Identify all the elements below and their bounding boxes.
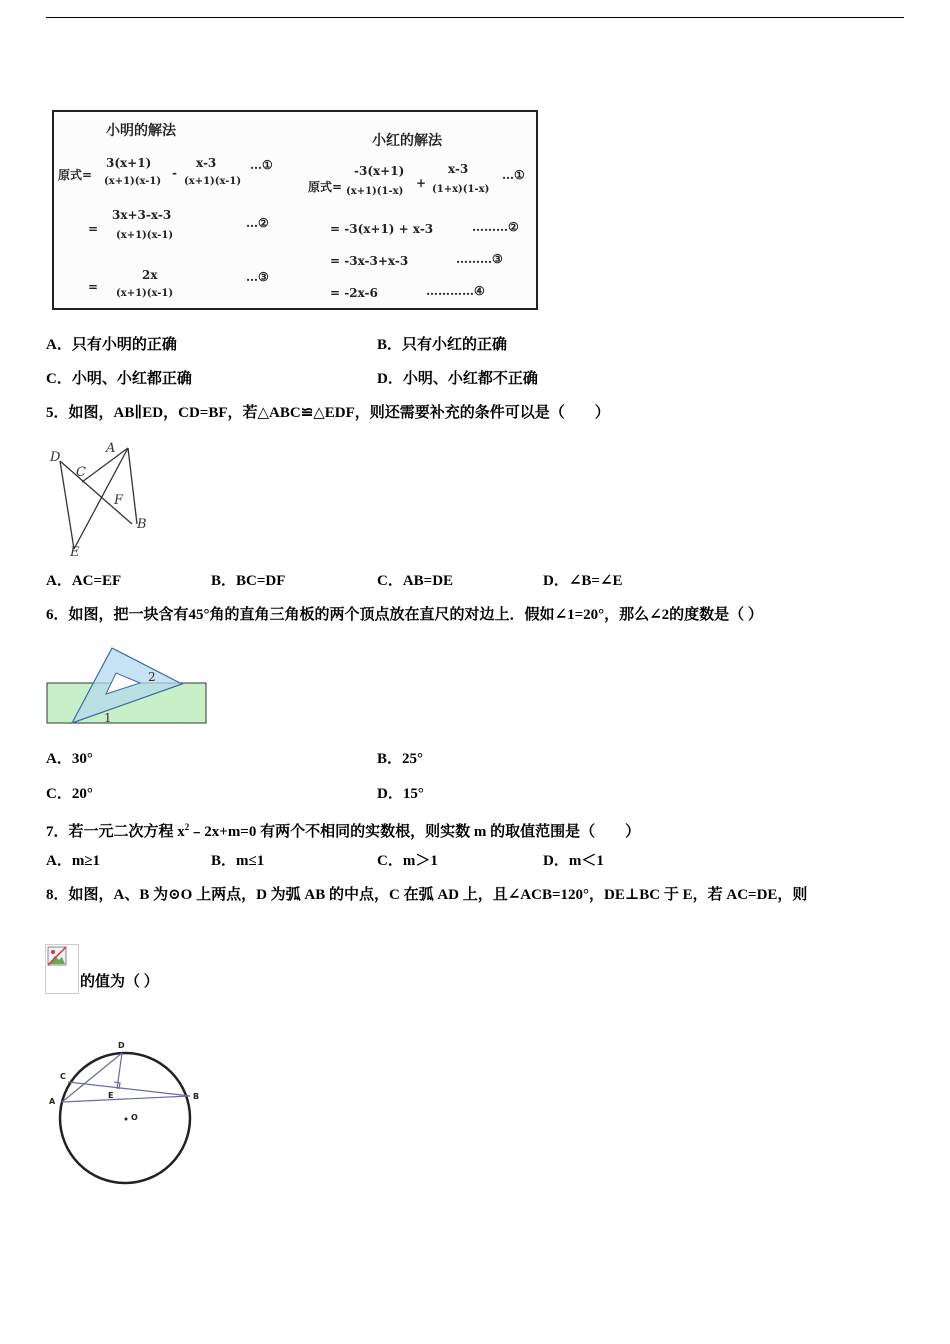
q8-stem: 8．如图，A、B 为⊙O 上两点，D 为弧 AB 的中点，C 在弧 AD 上，且∠ACB=120°，DE⊥BC 于 E，若 AC=DE，则 (46, 887, 808, 903)
q6-option-a: A．30° (46, 751, 93, 767)
center-dot (125, 1118, 128, 1121)
xm-step1: …① (250, 158, 273, 172)
xm-den2: (x+1)(x-1) (116, 230, 174, 241)
xh-num1b: x-3 (448, 162, 469, 176)
xm-num1b: x-3 (196, 156, 217, 170)
q4-option-c: C．小明、小红都正确 (46, 371, 192, 387)
q4-option-d: D．小明、小红都不正确 (377, 371, 538, 387)
xh-line3: = -3x-3+x-3 (330, 254, 409, 268)
q5-option-d: D．∠B=∠E (543, 573, 623, 589)
q7-stem-post: ﹣2x+m=0 有两个不相同的实数根，则实数 m 的取值范围是（ ） (189, 824, 641, 840)
label-b: B (137, 517, 147, 532)
q7-option-c: C．m＞1 (377, 853, 438, 869)
xm-step2: …② (246, 216, 269, 230)
xm-num2: 3x+3-x-3 (112, 208, 172, 222)
xm-eq2: = (88, 222, 99, 236)
q7-option-a: A．m≥1 (46, 853, 101, 869)
q8-figure (44, 1036, 206, 1190)
label-o: O (131, 1113, 138, 1122)
solution-image (52, 110, 538, 310)
label-e: E (70, 545, 80, 560)
xh-title: 小红的解法 (372, 133, 442, 149)
xm-eq3: = (88, 280, 99, 294)
q4-option-a: A．只有小明的正确 (46, 337, 177, 353)
q7-exponent: 2 (184, 822, 190, 832)
angle-1-label: 1 (104, 711, 112, 725)
angle-2-label: 2 (148, 670, 156, 684)
q7-option-d: D．m＜1 (543, 853, 604, 869)
xm-num3: 2x (142, 268, 158, 282)
xh-step1: …① (502, 168, 525, 182)
edge-ab (128, 448, 137, 524)
xm-den1b: (x+1)(x-1) (184, 176, 242, 187)
xh-step4: …………④ (426, 284, 485, 298)
xh-step2: ………② (472, 220, 519, 234)
xh-line4: = -2x-6 (330, 286, 378, 300)
label-e: E (108, 1091, 114, 1100)
q5-figure (44, 436, 156, 560)
xh-step3: ………③ (456, 252, 503, 266)
label-b: B (193, 1092, 200, 1101)
xh-den1: (x+1)(1-x) (346, 186, 404, 197)
xh-plus: + (416, 176, 427, 190)
q4-option-b: B．只有小红的正确 (377, 337, 508, 353)
q5-option-c: C．AB=DE (377, 573, 454, 589)
q7-option-b: B．m≤1 (211, 853, 265, 869)
xm-minus: - (172, 166, 177, 180)
xm-den3: (x+1)(x-1) (116, 288, 174, 299)
label-f: F (114, 493, 124, 508)
xm-num1: 3(x+1) (106, 156, 152, 170)
q8-stem-tail: 的值为（ ） (80, 974, 159, 990)
header-rule (46, 17, 904, 18)
q6-option-b: B．25° (377, 751, 424, 767)
xm-step3: …③ (246, 270, 269, 284)
xh-den1b: (1+x)(1-x) (432, 184, 490, 195)
edge-ca (82, 448, 128, 482)
xm-line1-label: 原式= (58, 168, 93, 182)
label-d: D (118, 1041, 125, 1050)
q7-stem (46, 817, 640, 842)
label-c: C (60, 1072, 66, 1081)
q5-option-b: B．BC=DF (211, 573, 286, 589)
broken-image-placeholder (45, 944, 79, 994)
edge-de (60, 461, 74, 549)
q5-stem: 5．如图，AB∥ED，CD=BF，若△ABC≌△EDF，则还需要补充的条件可以是（ ） (46, 405, 610, 421)
q6-figure (46, 646, 208, 728)
segment-cb (68, 1082, 190, 1096)
label-c: C (76, 465, 86, 480)
q6-option-c: C．20° (46, 786, 93, 802)
xh-num1: -3(x+1) (354, 164, 405, 178)
q5-option-a: A．AC=EF (46, 573, 122, 589)
label-d: D (50, 450, 61, 465)
chord-ab (62, 1096, 190, 1102)
q6-option-d: D．15° (377, 786, 424, 802)
broken-image-icon (47, 946, 67, 966)
xh-line2: = -3(x+1) + x-3 (330, 222, 434, 236)
q7-stem-pre: 7．若一元二次方程 x (46, 824, 185, 840)
xm-den1: (x+1)(x-1) (104, 176, 162, 187)
label-a: A (106, 441, 116, 456)
xh-line1-label: 原式= (308, 180, 343, 194)
label-a: A (49, 1097, 56, 1106)
q6-stem: 6．如图，把一块含有45°角的直角三角板的两个顶点放在直尺的对边上．假如∠1=20°，那么∠2的度数是（ ） (46, 607, 763, 623)
xm-title: 小明的解法 (106, 123, 176, 139)
